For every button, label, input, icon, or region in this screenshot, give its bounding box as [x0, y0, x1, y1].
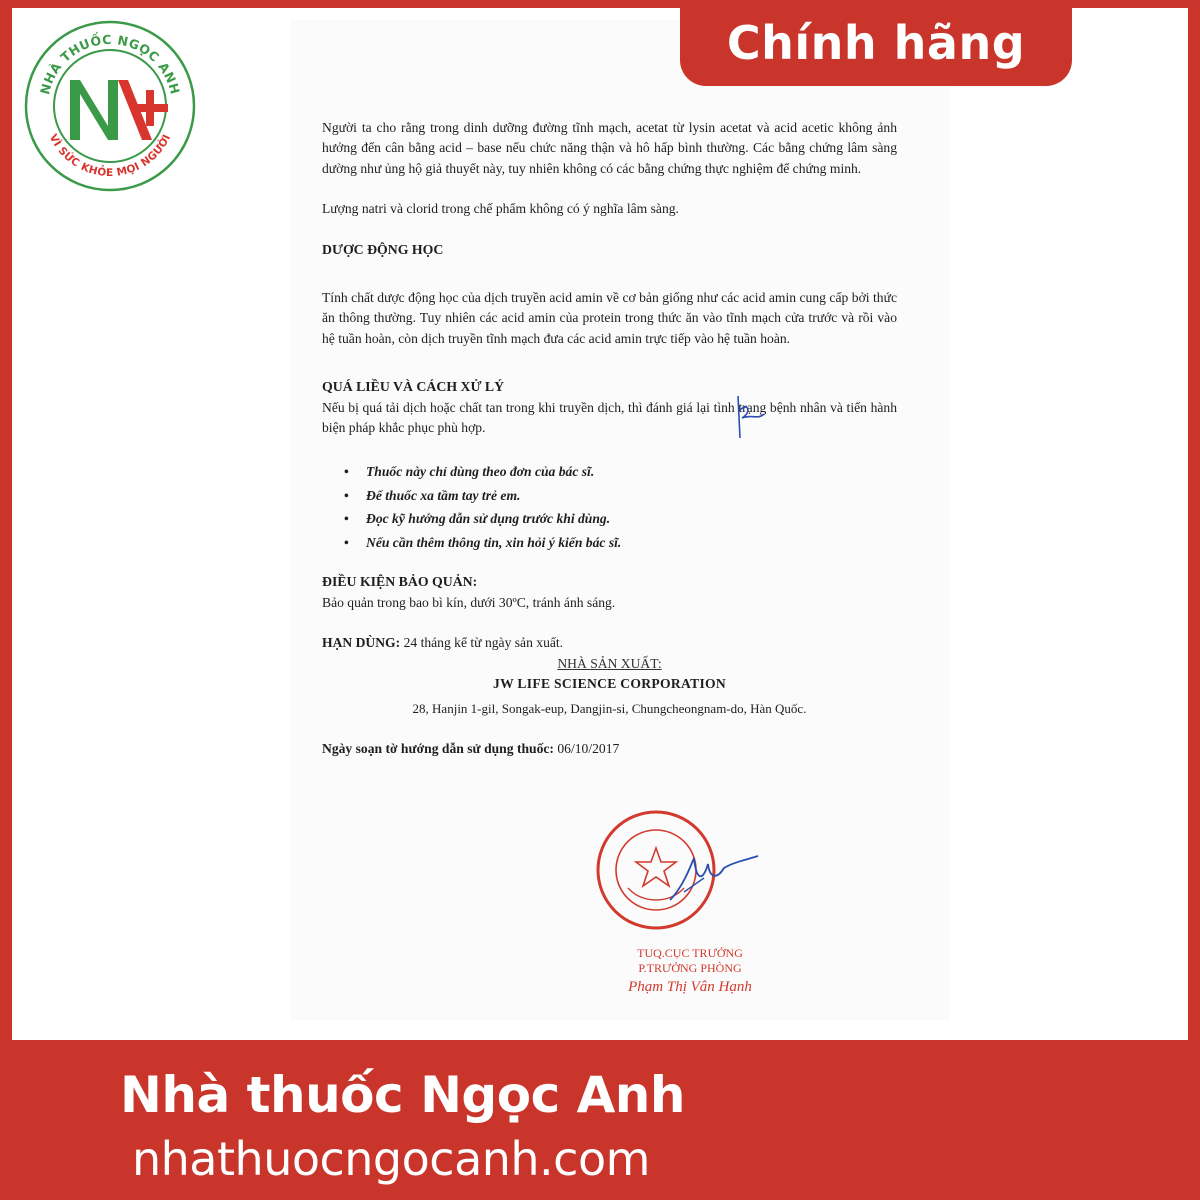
- handwritten-initials-icon: [728, 392, 778, 442]
- authentic-badge-label: Chính hãng: [726, 16, 1026, 70]
- footer-title: Nhà thuốc Ngọc Anh: [120, 1066, 685, 1124]
- signature-scribble-icon: [664, 848, 764, 908]
- expiry-line: [322, 633, 897, 653]
- signature-title-1: TUQ.CỤC TRƯỞNG: [637, 946, 743, 960]
- paragraph-pharmacokinetics: Tính chất dược động học của dịch truyền acid amin về cơ bản giống như các acid amin cung cấp bởi thức ăn thông thường. Tuy nhiên các acid amin của protein trong thức ăn vào tĩnh mạch cửa trước và rồi vào hệ tuần hoàn, còn dịch truyền tĩnh mạch đưa các acid amin trực tiếp vào hệ tuần hoàn.: [322, 290, 897, 346]
- signature-title-2: P.TRƯỞNG PHÒNG: [638, 961, 742, 975]
- heading-storage: ĐIỀU KIỆN BẢO QUẢN:: [322, 574, 478, 590]
- manufacturer-label-line: [322, 654, 897, 674]
- list-item: • Đọc kỹ hướng dẫn sử dụng trước khi dùng.: [344, 507, 897, 531]
- warnings-list: [322, 460, 897, 554]
- date-line: [322, 739, 897, 759]
- signature-name: Phạm Thị Vân Hạnh: [628, 979, 752, 995]
- signature-block: [600, 946, 780, 995]
- authentic-badge: [680, 0, 1072, 86]
- paragraph-sodium: Lượng natri và clorid trong chế phẩm không có ý nghĩa lâm sàng.: [322, 201, 679, 217]
- paragraph-overdose: Nếu bị quá tải dịch hoặc chất tan trong khi truyền dịch, thì đánh giá lại tình trạng bệnh nhân và tiến hành biện pháp khắc phục phù hợp.: [322, 399, 897, 436]
- list-item: • Để thuốc xa tầm tay trẻ em.: [344, 484, 897, 508]
- paragraph-acetate: Người ta cho rằng trong dinh dưỡng đường tĩnh mạch, acetat từ lysin acetat và acid acetic không ảnh hưởng đến cân bằng acid – base nếu chức năng thận và hô hấp bình thường. Các bằng chứng lâm sàng dường như ủng hộ giả thuyết này, tuy nhiên không có các bằng chứng thực nghiệm để chứng minh.: [322, 120, 897, 176]
- pharmacy-logo: [22, 18, 198, 194]
- document-body: [322, 118, 897, 759]
- list-item: • Nếu cần thêm thông tin, xin hỏi ý kiến bác sĩ.: [344, 531, 897, 555]
- date-label: Ngày soạn tờ hướng dẫn sử dụng thuốc:: [322, 740, 554, 756]
- heading-overdose: QUÁ LIỀU VÀ CÁCH XỬ LÝ: [322, 379, 505, 395]
- date-value: 06/10/2017: [557, 740, 620, 756]
- manufacturer-label: NHÀ SẢN XUẤT:: [557, 655, 662, 671]
- frame-right-border: [1188, 0, 1200, 1200]
- logo-top-text: NHÀ THUỐC NGỌC ANH: [37, 31, 183, 97]
- footer-url[interactable]: nhathuocngocanh.com: [132, 1132, 650, 1186]
- paragraph-storage: Bảo quản trong bao bì kín, dưới 30ºC, tránh ánh sáng.: [322, 594, 616, 610]
- footer-banner: [12, 1040, 1188, 1200]
- manufacturer-address: 28, Hanjin 1-gil, Songak-eup, Dangjin-si, Chungcheongnam-do, Hàn Quốc.: [412, 700, 807, 716]
- manufacturer-name: JW LIFE SCIENCE CORPORATION: [492, 676, 727, 692]
- heading-pharmacokinetics: DƯỢC ĐỘNG HỌC: [322, 241, 444, 257]
- expiry-label: HẠN DÙNG:: [322, 635, 401, 651]
- list-item: • Thuốc này chỉ dùng theo đơn của bác sĩ.: [344, 460, 897, 484]
- logo-bottom-text: VÌ SỨC KHỎE MỌI NGƯỜI: [46, 132, 174, 180]
- frame-left-border: [0, 0, 12, 1200]
- expiry-value: 24 tháng kể từ ngày sản xuất.: [403, 635, 564, 651]
